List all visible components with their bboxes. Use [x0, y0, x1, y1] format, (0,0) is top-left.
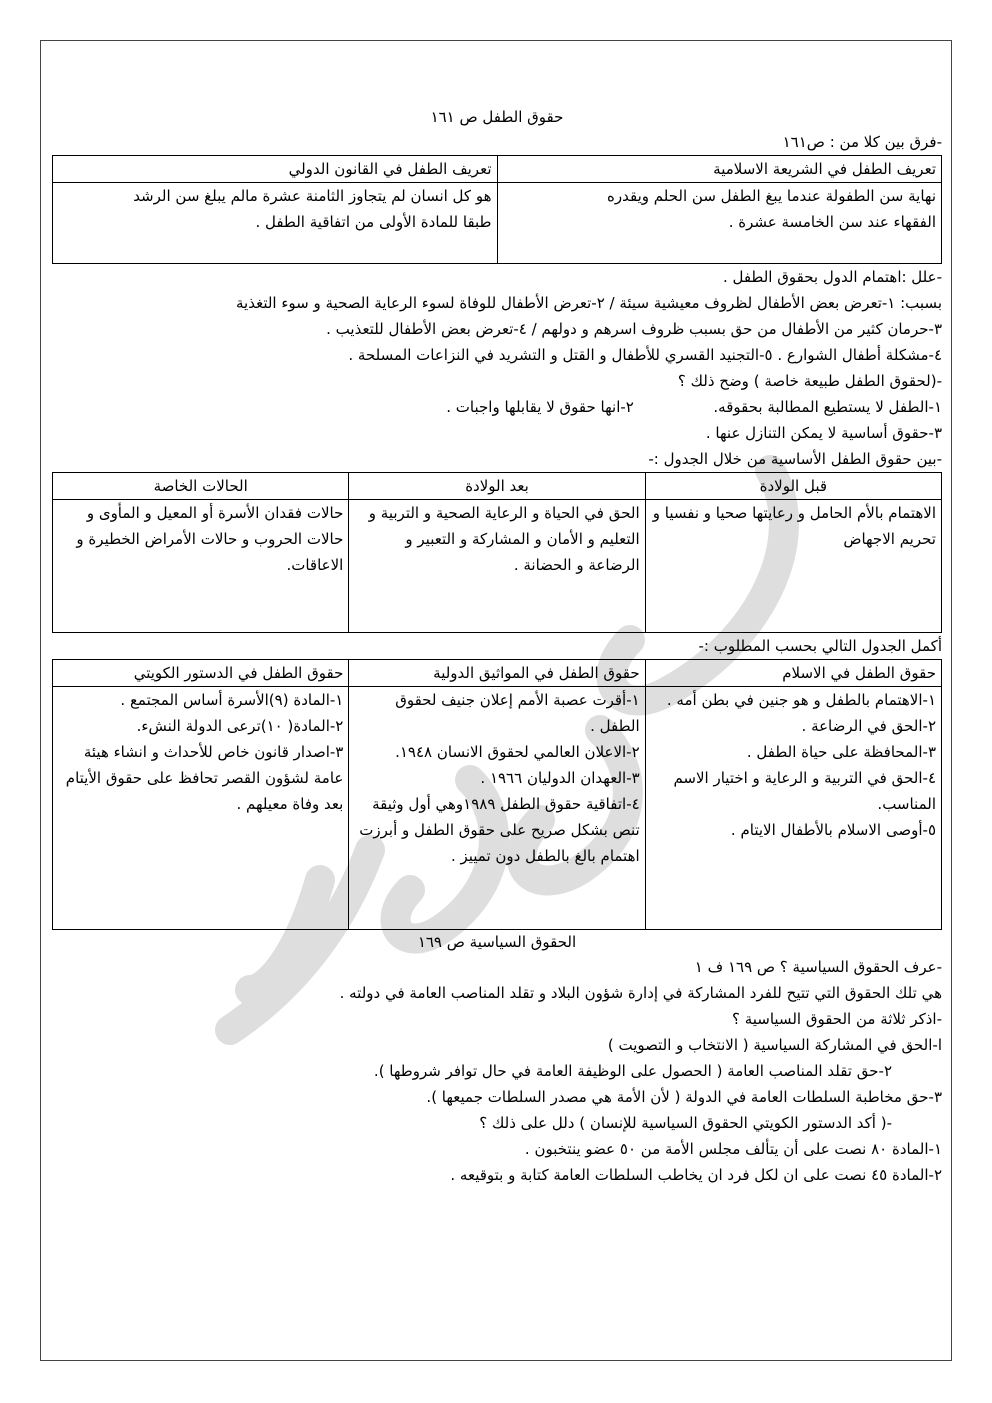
cell-kuwait-constitution [53, 687, 349, 930]
question-basic-rights: -بين حقوق الطفل الأساسية من خلال الجدول :- [648, 450, 942, 468]
answer-item: ٢-انها حقوق لا يقابلها واجبات . [446, 398, 634, 416]
answer-item: ١-الطفل لا يستطيع المطالبة بحقوقه. [713, 398, 942, 416]
cell-line: هو كل انسان لم يتجاوز الثامنة عشرة مالم يبلغ سن الرشد [133, 187, 492, 205]
cell-line: نهاية سن الطفولة عندما يبغ الطفل سن الحلم ويقدره [607, 187, 936, 205]
cell-after-birth: الحق في الحياة و الرعاية الصحية و التربية و التعليم و الأمان و المشاركة و التعبير و الرضاعة و الحضانة . [349, 500, 645, 633]
reason-line: بسبب: ١-تعرض بعض الأطفال لظروف معيشية سيئة / ٢-تعرض الأطفال للوفاة لسوء الرعاية الصحية و سوء التغذية [236, 294, 942, 312]
list-item: ٥-أوصى الاسلام بالأطفال الايتام . [730, 821, 936, 839]
list-item: ٣-اصدار قانون خاص للأحداث و انشاء هيئة عامة لشؤون القصر تحافظ على حقوق الأيتام بعد وفاة معيلهم . [65, 743, 344, 813]
header-kuwait-constitution: حقوق الطفل في الدستور الكويتي [53, 660, 349, 687]
cell-before-birth: الاهتمام بالأم الحامل و رعايتها صحيا و نفسيا و تحريم الاجهاض [645, 500, 941, 633]
list-item: ١-الاهتمام بالطفل و هو جنين في بطن أمه . [666, 691, 936, 709]
header-after-birth: بعد الولادة [349, 473, 645, 500]
cell-line: طبقا للمادة الأولى من اتفاقية الطفل . [255, 213, 492, 231]
question-special-nature: -(لحقوق الطفل طبيعة خاصة ) وضح ذلك ؟ [677, 372, 942, 390]
header-islam-rights: حقوق الطفل في الاسلام [645, 660, 941, 687]
answer-line [52, 394, 942, 420]
table-complete-rights [52, 659, 942, 930]
cell-sharia-definition [497, 183, 942, 264]
reason-line: ٤-مشكلة أطفال الشوارع . ٥-التجنيد القسري للأطفال و القتل و التشريد في النزاعات المسلحة . [348, 346, 942, 364]
list-item: ١-المادة (٩)الأسرة أساس المجتمع . [120, 691, 344, 709]
cell-intl-charters [349, 687, 645, 930]
list-item: ٢-الاعلان العالمي لحقوق الانسان ١٩٤٨. [395, 743, 640, 761]
reason-line: ٣-حرمان كثير من الأطفال من حق بسبب ظروف اسرهم و دولهم / ٤-تعرض بعض الأطفال للتعذيب . [326, 320, 942, 338]
header-special-cases: الحالات الخاصة [53, 473, 349, 500]
header-sharia-definition: تعريف الطفل في الشريعة الاسلامية [497, 156, 942, 183]
table-basic-rights [52, 472, 942, 633]
section-title-child-rights: حقوق الطفل ص ١٦١ [430, 108, 564, 126]
question-define-political-rights: -عرف الحقوق السياسية ؟ ص ١٦٩ ف ١ [694, 958, 942, 976]
table-child-definition [52, 155, 942, 264]
worksheet-content [52, 105, 942, 1188]
list-item: ٢-المادة( ١٠)ترعى الدولة النشء. [136, 717, 344, 735]
cell-line: الفقهاء عند سن الخامسة عشرة . [728, 213, 936, 231]
question-three-rights: -اذكر ثلاثة من الحقوق السياسية ؟ [731, 1010, 942, 1028]
header-intl-charters: حقوق الطفل في المواثيق الدولية [349, 660, 645, 687]
table-row [53, 687, 942, 930]
table-row [53, 500, 942, 633]
question-differentiate: -فرق بين كلا من : ص١٦١ [782, 133, 942, 151]
list-item: ٤-اتفاقية حقوق الطفل ١٩٨٩وهي أول وثيقة تنص بشكل صريح على حقوق الطفل و أبرزت اهتمام بالغ بالطفل دون تمييز . [359, 795, 640, 865]
list-item: ٣-المحافظة على حياة الطفل . [746, 743, 936, 761]
cell-intl-law-definition [53, 183, 498, 264]
table-row [53, 183, 942, 264]
definition-line: هي تلك الحقوق التي تتيح للفرد المشاركة في إدارة شؤون البلاد و تقلد المناصب العامة في دولته . [339, 984, 942, 1002]
section-title-political-rights: الحقوق السياسية ص ١٦٩ [417, 933, 577, 951]
cell-islam-rights [645, 687, 941, 930]
list-item: ٢-المادة ٤٥ نصت على ان لكل فرد ان يخاطب السلطات العامة كتابة و بتوقيعه . [450, 1166, 942, 1184]
question-explain-reason: -علل :اهتمام الدول بحقوق الطفل . [722, 268, 942, 286]
list-item: ا-الحق في المشاركة السياسية ( الانتخاب و التصويت ) [607, 1036, 942, 1054]
table-header-row [53, 156, 942, 183]
list-item: ٤-الحق في التربية و الرعاية و اختيار الاسم المناسب. [673, 769, 936, 813]
list-item: ١-المادة ٨٠ نصت على أن يتألف مجلس الأمة من ٥٠ عضو ينتخبون . [524, 1140, 942, 1158]
list-item: ٣-العهدان الدوليان ١٩٦٦ . [480, 769, 640, 787]
answer-line: ٣-حقوق أساسية لا يمكن التنازل عنها . [705, 424, 942, 442]
list-item: ٢-حق تقلد المناصب العامة ( الحصول على الوظيفة العامة في حال توافر شروطها ). [373, 1062, 892, 1080]
header-before-birth: قبل الولادة [645, 473, 941, 500]
list-item: ١-أقرت عصبة الأمم إعلان جنيف لحقوق الطفل . [395, 691, 640, 735]
question-complete-table: أكمل الجدول التالي بحسب المطلوب :- [698, 637, 942, 655]
table-header-row [53, 660, 942, 687]
cell-special-cases: حالات فقدان الأسرة أو المعيل و المأوى و حالات الحروب و حالات الأمراض الخطيرة و الاعاقات. [53, 500, 349, 633]
question-constitution-evidence: -( أكد الدستور الكويتي الحقوق السياسية للإنسان ) دلل على ذلك ؟ [479, 1114, 892, 1132]
list-item: ٢-الحق في الرضاعة . [801, 717, 936, 735]
header-intl-law-definition: تعريف الطفل في القانون الدولي [53, 156, 498, 183]
table-header-row [53, 473, 942, 500]
list-item: ٣-حق مخاطبة السلطات العامة في الدولة ( لأن الأمة هي مصدر السلطات جميعها ). [426, 1088, 942, 1106]
